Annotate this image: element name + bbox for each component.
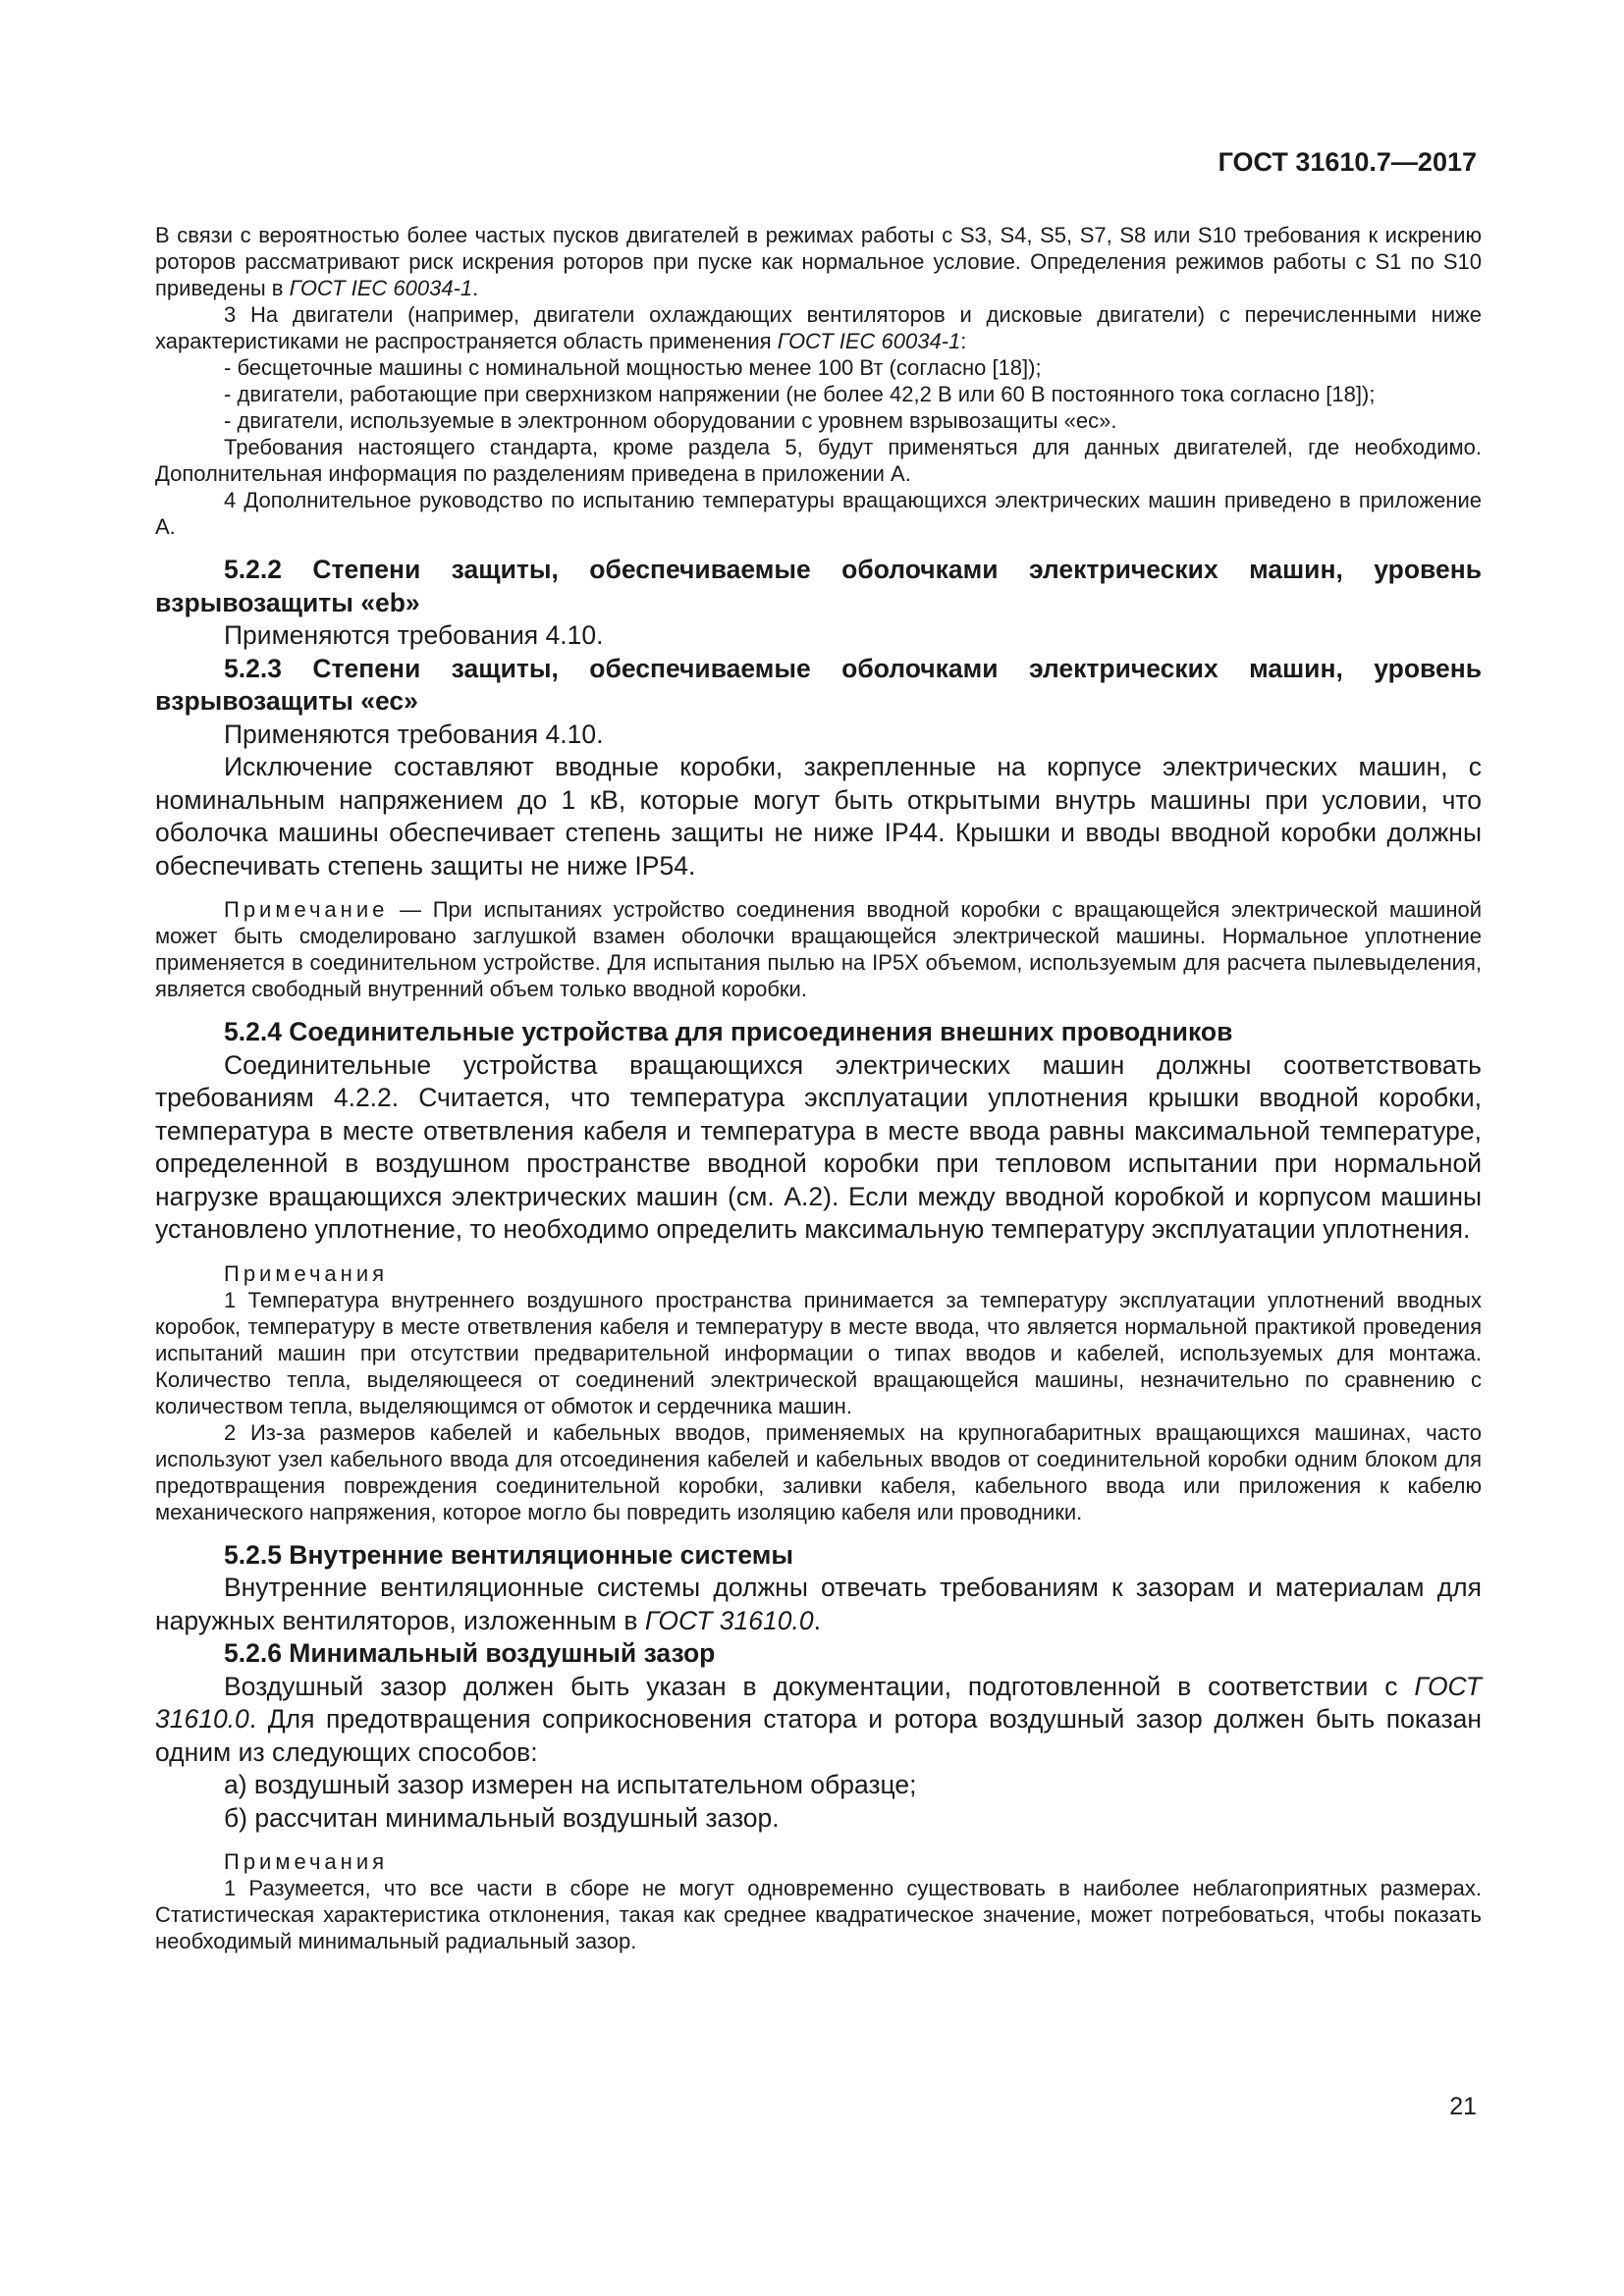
heading-5-2-4: 5.2.4 Соединительные устройства для присоединения внешних проводников [224,1017,1233,1046]
paragraph-duty-modes: В связи с вероятностью более частых пусков двигателей в режимах работы с S3, S4, S5, S7, S8 или S10 требования к искрению роторов рассматривают риск искрения роторов при пуске как нормальное условие. Определения режимов работы с S1 по S10 приведены в ГОСТ IEC 60034-1. [155,223,1482,300]
list-item: - двигатели, используемые в электронном оборудовании с уровнем взрывозащиты «ес». [224,408,1117,433]
notes-label: Примечания [224,1849,389,1874]
paragraph-requirements: Требования настоящего стандарта, кроме раздела 5, будут применяться для данных двигателей, где необходимо. Дополнительная информация по разделениям приведена в приложении А. [155,435,1482,486]
heading-5-2-6: 5.2.6 Минимальный воздушный зазор [224,1638,716,1668]
list-item: - бесщеточные машины с номинальной мощностью менее 100 Вт (согласно [18]); [224,355,1042,380]
note-label: Примечание [224,897,389,922]
note-5-2-3: Примечание — При испытаниях устройство соединения вводной коробки с вращающейся электрической машиной может быть смоделировано заглушкой взамен оболочки вращающейся электрической машины. Нормальное уплотнение применяется в соединительном устройстве. Для испытания пылью на IP5X объемом, используемым для расчета пылевыделения, является свободный внутренний объем только вводной коробки. [155,897,1482,1001]
note-4: 4 Дополнительное руководство по испытанию температуры вращающихся электрических машин приведено в приложение А. [155,488,1482,539]
heading-5-2-3: 5.2.3 Степени защиты, обеспечиваемые оболочками электрических машин, уровень взрывозащиты «ес» [155,653,1482,716]
list-item: - двигатели, работающие при сверхнизком напряжении (не более 42,2 В или 60 В постоянного тока согласно [18]); [224,382,1376,406]
page-number: 21 [1449,2093,1477,2120]
paragraph-5-2-2: Применяются требования 4.10. [224,620,604,650]
note-5-2-6-1: 1 Разумеется, что все части в сборе не могут одновременно существовать в наиболее неблагоприятных размерах. Статистическая характеристика отклонения, такая как среднее квадратическое значение, может потребоваться, чтобы показать необходимый минимальный радиальный зазор. [155,1876,1482,1953]
paragraph-5-2-6: Воздушный зазор должен быть указан в документации, подготовленной в соответствии с ГОСТ 31610.0. Для предотвращения соприкосновения статора и ротора воздушный зазор должен быть показан одним из следующих способов: [155,1671,1482,1767]
list-item-a: а) воздушный зазор измерен на испытательном образце; [224,1770,917,1799]
reference-gost-31610-0: ГОСТ 31610.0 [155,1671,1482,1734]
page-content [155,222,1482,1954]
list-item-b: б) рассчитан минимальный воздушный зазор. [224,1802,780,1833]
heading-5-2-5: 5.2.5 Внутренние вентиляционные системы [224,1539,793,1570]
reference-iec-60034-1: ГОСТ IEC 60034-1 [777,329,961,353]
notes-label: Примечания [224,1260,389,1286]
paragraph-5-2-3-b: Исключение составляют вводные коробки, закрепленные на корпусе электрических машин, с номинальным напряжением до 1 кВ, которые могут быть открытыми внутрь машины при условии, что оболочка машины обеспечивает степень защиты не ниже IP44. Крышки и вводы вводной коробки должны обеспечивать степень защиты не ниже IP54. [155,752,1482,881]
heading-5-2-2: 5.2.2 Степени защиты, обеспечиваемые оболочками электрических машин, уровень взрывозащиты «eb» [155,555,1482,617]
standard-header: ГОСТ 31610.7—2017 [1218,147,1477,177]
paragraph-5-2-3-a: Применяются требования 4.10. [224,719,604,749]
note-5-2-4-2: 2 Из-за размеров кабелей и кабельных вводов, применяемых на крупногабаритных вращающихся машинах, часто используют узел кабельного ввода для отсоединения кабелей и кабельных вводов от соединительной коробки одним блоком для предотвращения повреждения соединительной коробки, заливки кабеля, кабельного ввода или приложения к кабелю механического напряжения, которое могло бы повредить изоляцию кабеля или проводники. [155,1419,1482,1524]
paragraph-5-2-5: Внутренние вентиляционные системы должны отвечать требованиям к зазорам и материалам для наружных вентиляторов, изложенным в ГОСТ 31610.0. [155,1573,1482,1635]
note-3: 3 На двигатели (например, двигатели охлаждающих вентиляторов и дисковые двигатели) с перечисленными ниже характеристиками не распространяется область применения ГОСТ IEC 60034-1: [155,302,1482,353]
note-5-2-4-1: 1 Температура внутреннего воздушного пространства принимается за температуру эксплуатации уплотнений вводных коробок, температуру в месте ответвления кабеля и температуру в месте ввода, что является нормальной практикой проведения испытаний машин при отсутствии предварительной информации о типах вводов и кабелей, используемых для монтажа. Количество тепла, выделяющееся от соединений электрической вращающейся машины, незначительно по сравнению с количеством тепла, выделяющимся от обмоток и сердечника машин. [155,1287,1482,1418]
reference-gost-31610-0: ГОСТ 31610.0 [644,1605,814,1635]
paragraph-5-2-4: Соединительные устройства вращающихся электрических машин должны соответствовать требованиям 4.2.2. Считается, что температура эксплуатации уплотнения крышки вводной коробки, температура в месте ответвления кабеля и температура в месте ввода равны максимальной температуре, определенной в воздушном пространстве вводной коробки при тепловом испытании при нормальной нагрузке вращающихся электрических машин (см. А.2). Если между вводной коробкой и корпусом машины установлено уплотнение, то необходимо определить максимальную температуру эксплуатации уплотнения. [155,1049,1482,1244]
reference-iec-60034-1: ГОСТ IEC 60034-1 [289,276,473,300]
